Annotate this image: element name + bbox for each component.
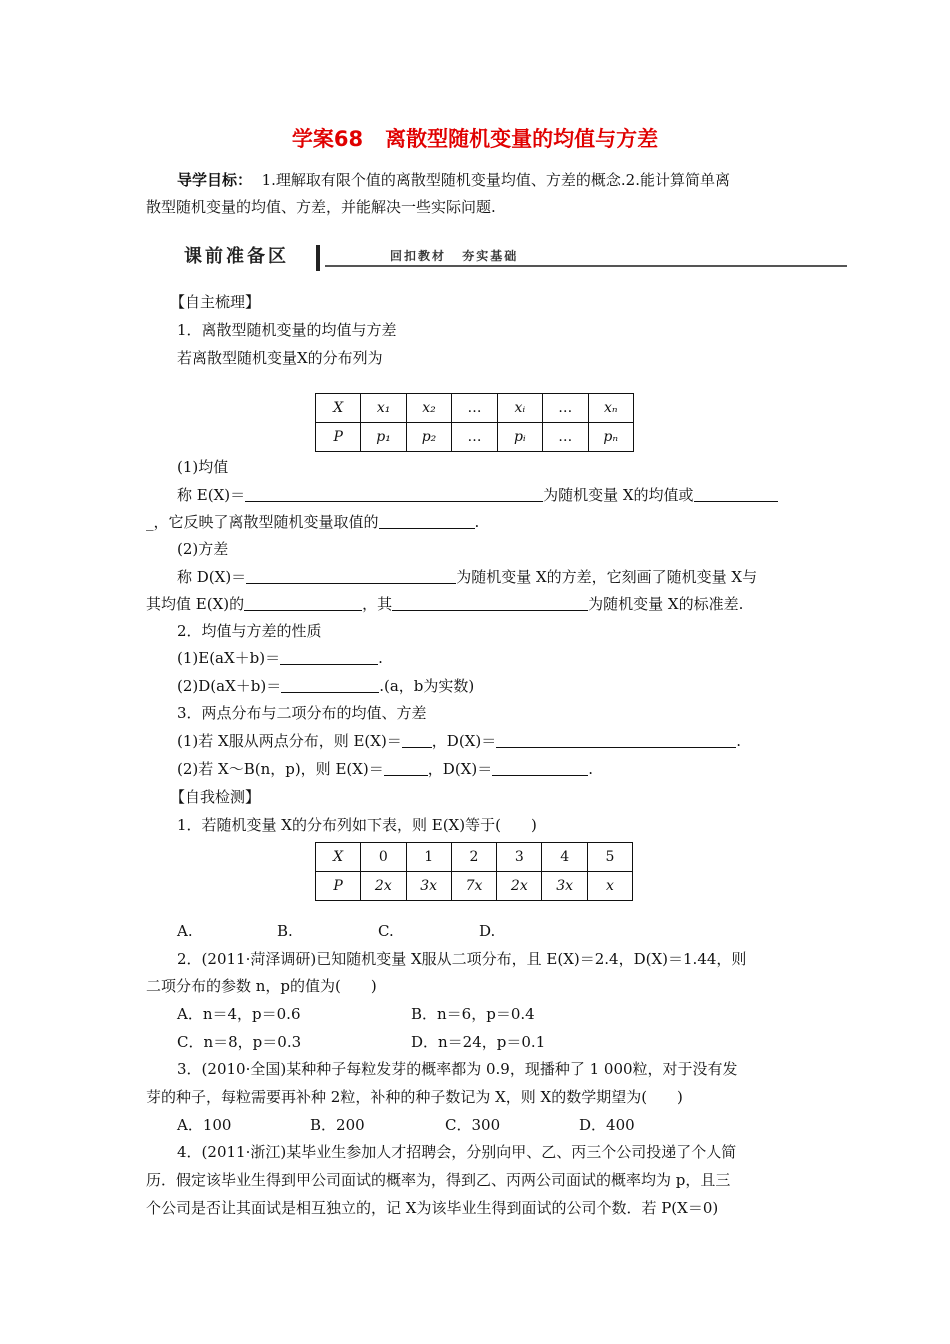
table-cell: X: [333, 400, 344, 416]
binomial-line: [177, 759, 593, 779]
bin-text-c: .: [588, 760, 593, 778]
banner-bar: [316, 245, 320, 271]
q1-option-a: A.: [177, 922, 193, 940]
goal-line-2: 散型随机变量的均值、方差，并能解决一些实际问题.: [146, 198, 496, 216]
table-cell: …: [467, 429, 482, 445]
var-heading: (2)方差: [177, 540, 229, 558]
prop-1: [177, 648, 383, 668]
table-cell: 3x: [556, 878, 574, 894]
mean-level-blank[interactable]: [379, 514, 475, 529]
q3-option-c: C．300: [445, 1116, 501, 1134]
table-cell: …: [558, 429, 573, 445]
table-cell: 5: [605, 849, 615, 865]
table-cell: xₙ: [603, 400, 618, 416]
table-cell: P: [333, 429, 343, 445]
var-blank[interactable]: [246, 569, 456, 584]
table-cell: pₙ: [603, 429, 619, 445]
item1: 1．离散型随机变量的均值与方差: [177, 321, 397, 339]
table-cell: …: [558, 400, 573, 416]
mean-text-b: 为随机变量 X的均值或: [543, 486, 694, 504]
prop1-text: (1)E(aX＋b)＝: [177, 649, 281, 667]
table-cell: x₂: [422, 400, 436, 416]
table-cell: 2x: [374, 878, 392, 894]
std-blank[interactable]: [392, 596, 588, 611]
banner-sub-1: 回扣教材: [390, 249, 447, 263]
mean-heading: (1)均值: [177, 458, 229, 476]
goal-line-1: [177, 170, 730, 190]
bin-var-blank[interactable]: [492, 761, 588, 776]
table-row: [316, 843, 633, 872]
q2-option-a: A．n＝4，p＝0.6: [177, 1005, 301, 1023]
question-4-line-1: 4．(2011·浙江)某毕业生参加人才招聘会，分别向甲、乙、丙三个公司投递了个人简: [177, 1143, 737, 1161]
question-2-line-1: 2．(2011·菏泽调研)已知随机变量 X服从二项分布，且 E(X)＝2.4，D(X)＝1.44，则: [177, 950, 747, 968]
table-cell: 3: [514, 849, 524, 865]
q2-option-d: D．n＝24，p＝0.1: [411, 1033, 546, 1051]
two-text-b: ，D(X)＝: [431, 732, 497, 750]
var-text-a: 称 D(X)＝: [177, 568, 247, 586]
bin-mean-blank[interactable]: [384, 761, 428, 776]
table-cell: 2: [469, 849, 479, 865]
table-cell: 0: [378, 849, 388, 865]
question-4-line-2: 历．假定该毕业生得到甲公司面试的概率为，得到乙、丙两公司面试的概率均为 p，且三: [146, 1171, 731, 1189]
table-cell: 1: [424, 849, 434, 865]
table-row: [316, 394, 634, 423]
prop2-blank[interactable]: [281, 678, 379, 693]
two-text-a: (1)若 X服从两点分布，则 E(X)＝: [177, 732, 402, 750]
q1-option-b: B.: [277, 922, 293, 940]
prop-2: [177, 676, 474, 696]
var-text-d: ，其: [362, 595, 393, 613]
question-4-line-3: 个公司是否让其面试是相互独立的，记 X为该毕业生得到面试的公司个数．若 P(X＝0): [146, 1199, 719, 1217]
q1-table: [315, 842, 633, 901]
q2-option-b: B．n＝6，p＝0.4: [411, 1005, 535, 1023]
two-mean-blank[interactable]: [402, 733, 432, 748]
section1-heading: 【自主梳理】: [170, 293, 261, 311]
q2-option-c: C．n＝8，p＝0.3: [177, 1033, 302, 1051]
goal-text-1: 1.理解取有限个值的离散型随机变量均值、方差的概念.2.能计算简单离: [261, 171, 730, 189]
table-cell: 4: [560, 849, 570, 865]
table-cell: p₁: [376, 429, 391, 445]
q1-option-d: D.: [479, 922, 496, 940]
title-text: 离散型随机变量的均值与方差: [385, 127, 659, 151]
var-degree-blank[interactable]: [244, 596, 362, 611]
table-cell: p₂: [421, 429, 437, 445]
banner-sub-2: 夯实基础: [462, 249, 519, 263]
mean-text-a: 称 E(X)＝: [177, 486, 246, 504]
var-text-c: 其均值 E(X)的: [146, 595, 245, 613]
prop1-end: .: [378, 649, 383, 667]
q1-option-c: C.: [378, 922, 394, 940]
goal-label: 导学目标：: [177, 171, 253, 189]
table-row: [316, 872, 633, 901]
table-row: [316, 423, 634, 452]
question-3-line-2: 芽的种子，每粒需要再补种 2粒，补种的种子数记为 X，则 X的数学期望为( ): [146, 1088, 683, 1106]
banner-label: 课前准备区: [184, 246, 289, 267]
mean-line-1: [177, 485, 778, 505]
mean-line-2: [146, 512, 479, 532]
dist-intro: 若离散型随机变量X的分布列为: [177, 349, 383, 367]
table-cell: 2x: [510, 878, 528, 894]
var-text-b: 为随机变量 X的方差，它刻画了随机变量 X与: [456, 568, 758, 586]
var-line-2: [146, 594, 743, 614]
table-cell: x: [605, 878, 614, 894]
two-var-blank[interactable]: [496, 733, 736, 748]
q3-option-d: D．400: [579, 1116, 635, 1134]
mean-text-d: .: [474, 513, 480, 531]
section2-heading: 【自我检测】: [170, 788, 261, 806]
mean-blank[interactable]: [245, 487, 543, 502]
table-cell: x₁: [376, 400, 391, 416]
two-point-line: [177, 731, 741, 751]
table-cell: 3x: [420, 878, 438, 894]
table-cell: X: [333, 849, 344, 865]
mean-alias-blank[interactable]: [694, 487, 778, 502]
prop2-text: (2)D(aX＋b)＝: [177, 677, 282, 695]
title-number: 学案68: [291, 127, 364, 151]
mean-text-c: _，它反映了离散型随机变量取值的: [146, 513, 379, 531]
table-cell: pᵢ: [513, 429, 526, 445]
table-cell: xᵢ: [514, 400, 526, 416]
question-2-line-2: 二项分布的参数 n，p的值为( ): [146, 977, 377, 995]
two-text-c: .: [736, 732, 741, 750]
prop1-blank[interactable]: [280, 650, 378, 665]
banner-subtitle: [390, 247, 528, 264]
table-cell: …: [467, 400, 482, 416]
question-1: 1．若随机变量 X的分布列如下表，则 E(X)等于( ): [177, 816, 537, 834]
page-title: [0, 123, 950, 153]
q3-option-b: B．200: [310, 1116, 365, 1134]
var-text-e: 为随机变量 X的标准差.: [588, 595, 744, 613]
section-banner: [180, 243, 847, 273]
item3: 3．两点分布与二项分布的均值、方差: [177, 704, 427, 722]
table-cell: P: [333, 878, 343, 894]
var-line-1: [177, 567, 757, 587]
banner-rule: [325, 265, 847, 267]
prop2-end: .(a，b为实数): [379, 677, 475, 695]
bin-text-b: ，D(X)＝: [427, 760, 493, 778]
item2: 2．均值与方差的性质: [177, 622, 322, 640]
question-3-line-1: 3．(2010·全国)某种种子每粒发芽的概率都为 0.9，现播种了 1 000粒，对于没有发: [177, 1060, 738, 1078]
table-cell: 7x: [465, 878, 483, 894]
distribution-table: [315, 393, 634, 452]
bin-text-a: (2)若 X～B(n，p)，则 E(X)＝: [177, 760, 384, 778]
q3-option-a: A．100: [177, 1116, 232, 1134]
